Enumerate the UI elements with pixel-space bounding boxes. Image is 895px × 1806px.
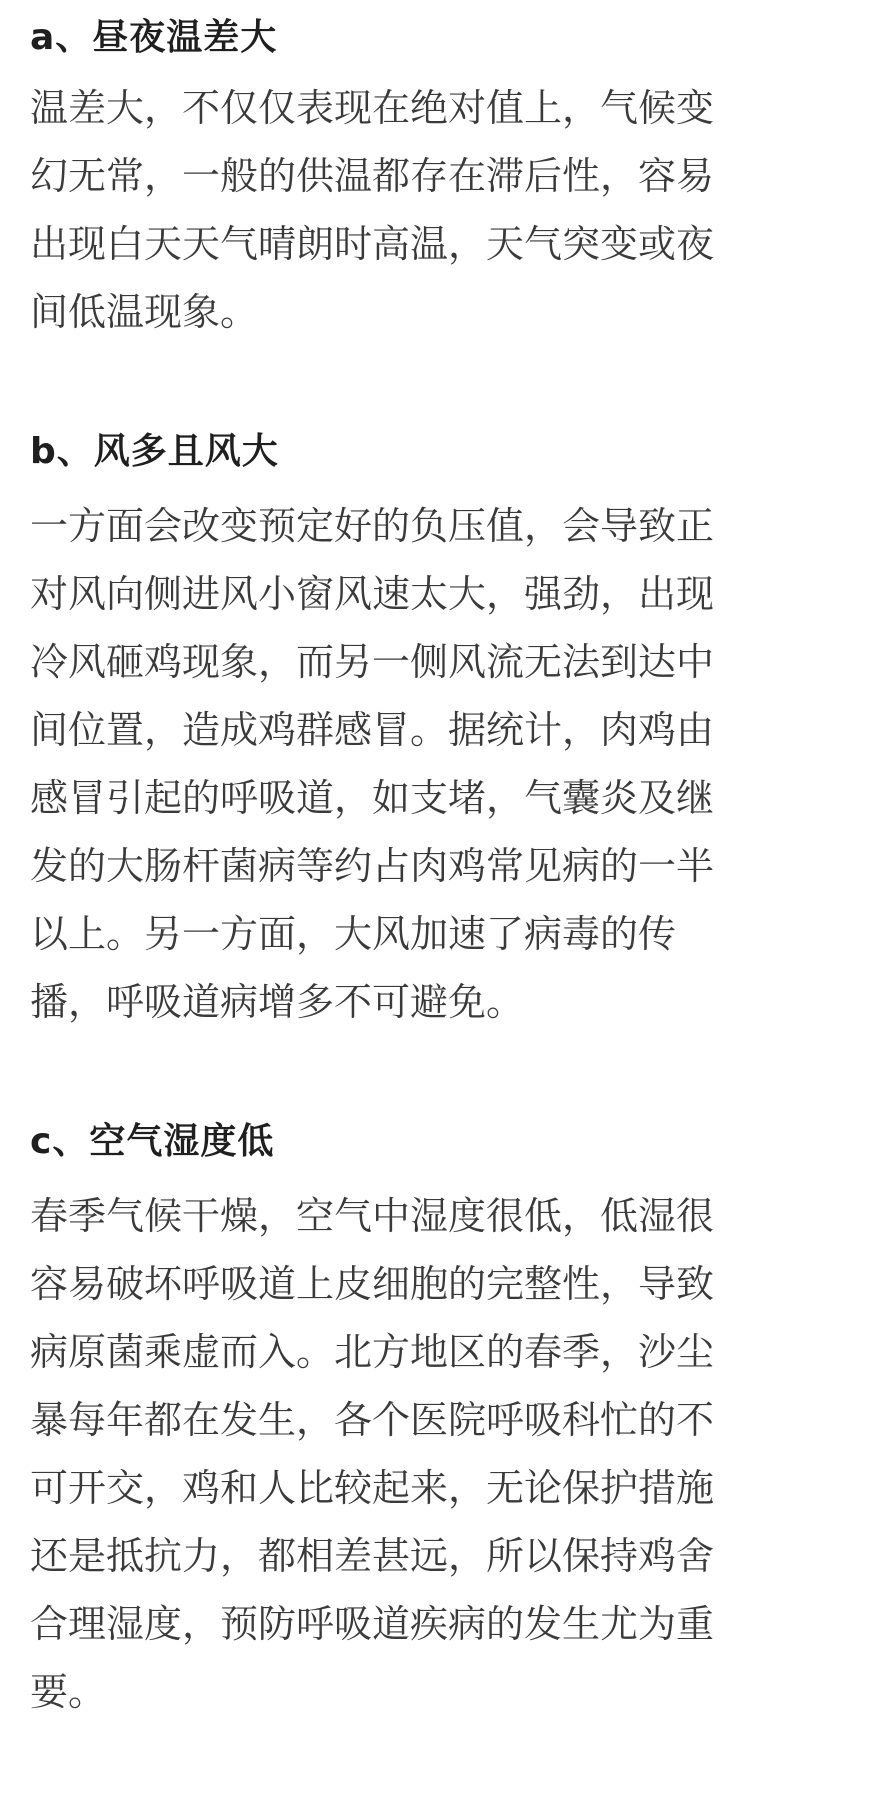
text-line: 对风向侧进风小窗风速太大，强劲，出现 [30,572,715,616]
text-line: 容易破坏呼吸道上皮细胞的完整性，导致 [30,1262,715,1306]
text-line: 冷风砸鸡现象，而另一侧风流无法到达中 [30,640,715,684]
text-line: 春季气候干燥，空气中湿度很低，低湿很 [30,1194,715,1238]
text-line: 出现白天天气晴朗时高温，天气突变或夜 [30,222,715,266]
section-paragraph [30,492,870,1036]
text-line: 还是抵抗力，都相差甚远，所以保持鸡舍 [30,1534,715,1578]
text-line: 要。 [30,1670,107,1714]
section-b [30,428,870,1036]
text-line: 合理湿度，预防呼吸道疾病的发生尤为重 [30,1602,715,1646]
text-line: 幻无常，一般的供温都存在滞后性，容易 [30,154,715,198]
section-heading: b、风多且风大 [30,431,279,472]
section-a [30,0,870,346]
text-line: 发的大肠杆菌病等约占肉鸡常见病的一半 [30,844,715,888]
section-heading: c、空气湿度低 [30,1121,275,1162]
article [30,0,870,1726]
section-heading: a、昼夜温差大 [30,17,278,58]
text-line: 暴每年都在发生，各个医院呼吸科忙的不 [30,1398,715,1442]
section-c [30,1118,870,1726]
text-line: 间低温现象。 [30,290,259,334]
section-paragraph [30,1182,870,1726]
text-line: 病原菌乘虚而入。北方地区的春季，沙尘 [30,1330,715,1374]
text-line: 可开交，鸡和人比较起来，无论保护措施 [30,1466,715,1510]
text-line: 感冒引起的呼吸道，如支堵，气囊炎及继 [30,776,715,820]
text-line: 温差大，不仅仅表现在绝对值上，气候变 [30,86,715,130]
text-line: 播，呼吸道病增多不可避免。 [30,980,525,1024]
section-paragraph [30,74,870,346]
text-line: 以上。另一方面，大风加速了病毒的传 [30,912,677,956]
text-line: 一方面会改变预定好的负压值，会导致正 [30,504,715,548]
text-line: 间位置，造成鸡群感冒。据统计，肉鸡由 [30,708,715,752]
